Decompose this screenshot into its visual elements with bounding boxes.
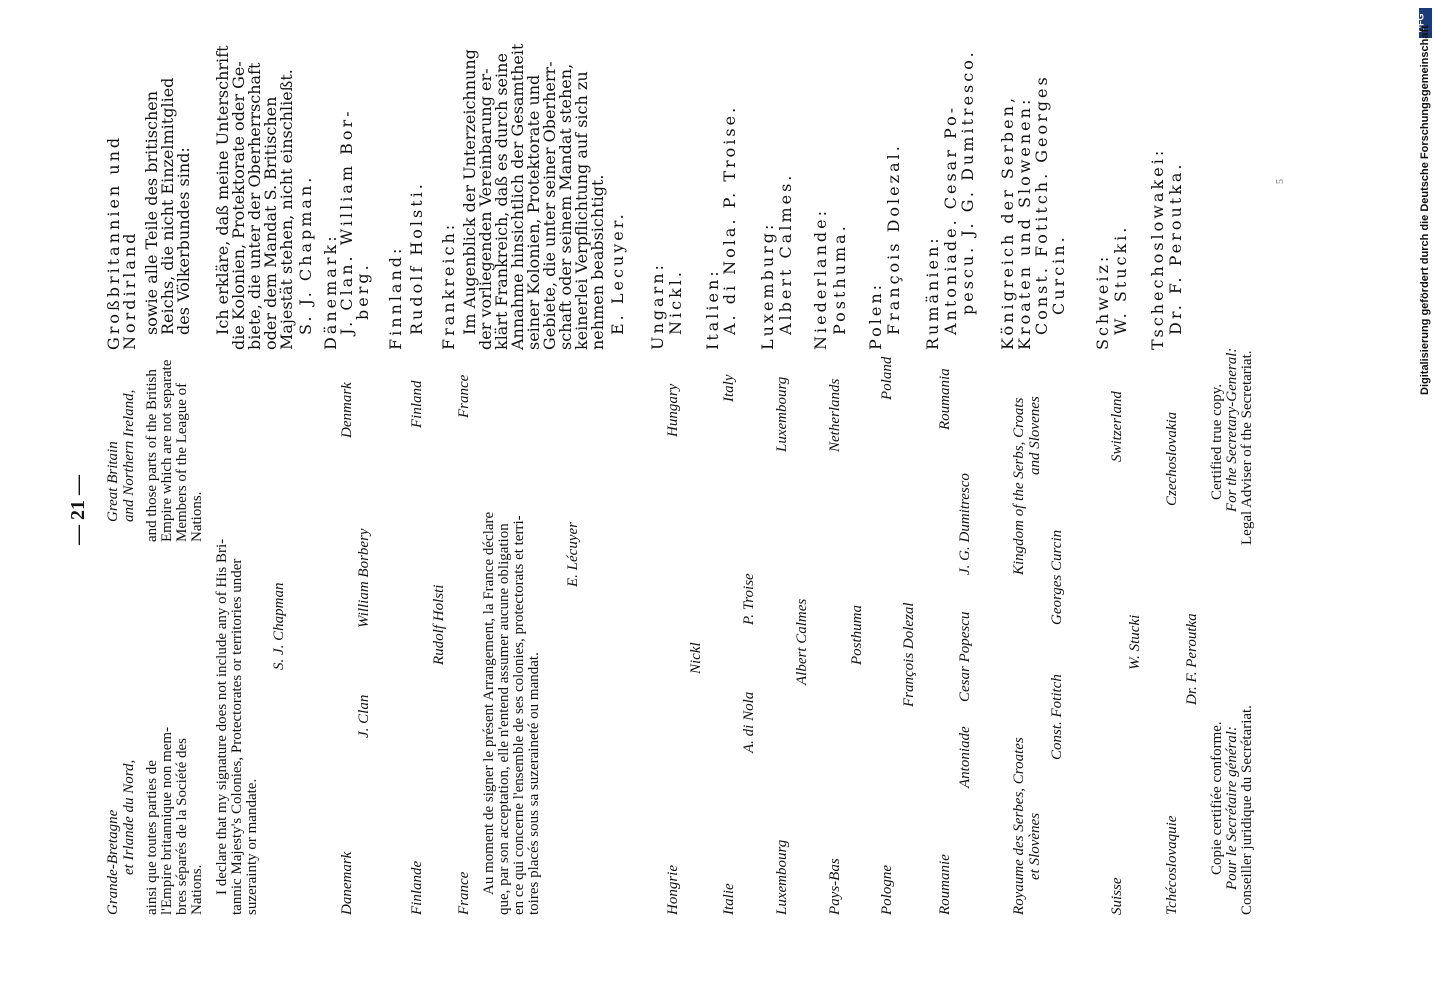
gb-text-en-1: and those parts of the British — [144, 369, 160, 542]
dfg-logo-text: DFG — [1415, 13, 1426, 33]
gb-country-de-1: Großbritannien und — [104, 134, 123, 350]
page-number: — 21 — — [67, 475, 89, 545]
netherlands-country-en: Netherlands — [827, 378, 843, 452]
denmark-signature-1: J. Clan — [356, 694, 372, 738]
digitization-credit-text: Digitalisierung gefördert durch die Deutsche Forschungsgemeinschaft — [1419, 25, 1431, 395]
france-text-de-2: der vorliegenden Vereinbarung er- — [476, 68, 495, 350]
gb-declaration-de-3: biete, die unter der Oberherrschaft — [245, 62, 264, 350]
france-text-de-1: Im Augenblick der Unterzeichnung — [460, 49, 479, 335]
czech-country-en: Czechoslovakia — [1164, 411, 1180, 506]
italy-country-de: Italien: — [703, 268, 722, 350]
switzerland-signature-de: W. Stucki. — [1111, 224, 1130, 335]
france-text-de-8: keinerlei Verpflichtung auf sich zu — [572, 71, 591, 350]
scs-country-de-2: Kroaten und Slowenen: — [1015, 96, 1034, 350]
scs-country-en-1: Kingdom of the Serbs, Croats — [1011, 397, 1027, 575]
romania-country-de: Rumänien: — [923, 235, 942, 350]
france-signature: E. Lécuyer — [565, 522, 581, 587]
gb-country-en-2: and Northern Ireland, — [121, 389, 137, 522]
romania-country-en: Roumania — [937, 368, 953, 430]
italy-signature-de: A. di Nola. P. Troise. — [720, 104, 739, 335]
france-text-2: que, par son acceptation, elle n'entend assumer aucune obligation — [496, 523, 512, 915]
france-text-de-7: schaft oder seinem Mandat stehen, — [556, 63, 575, 350]
czech-country-de: Tschechoslowakei: — [1148, 147, 1167, 350]
denmark-country-de: Dänemark: — [321, 233, 340, 350]
gb-text-de-3: des Völkerbundes sind: — [174, 147, 193, 335]
switzerland-signature: W. Stucki — [1127, 614, 1143, 670]
romania-signature-3: J. G. Dumitresco — [957, 473, 973, 575]
scs-country-en-2: and Slovenes — [1027, 396, 1043, 475]
france-country-de: Frankreich: — [439, 221, 458, 350]
romania-signature-de: Antoniade. Cesar Po- — [941, 104, 960, 335]
gb-country-fr: Grande-Bretagne — [105, 809, 121, 915]
luxembourg-country-fr: Luxembourg — [774, 839, 790, 915]
gb-declaration-2: tannic Majesty's Colonies, Protectorates or territories under — [229, 558, 245, 915]
gb-declaration-de-4: oder dem Mandat S. Britischen — [261, 96, 280, 350]
switzerland-country-fr: Suisse — [1109, 877, 1125, 915]
netherlands-country-fr: Pays-Bas — [827, 858, 843, 915]
gb-text-fr-3: bres séparés de la Société des — [174, 737, 190, 915]
romania-signature-2: Cesar Popescu — [957, 611, 973, 702]
gb-text-en-3: Members of the League of — [174, 382, 190, 542]
france-text-de-4: Annahme hinsichtlich der Gesamtheit — [508, 43, 527, 350]
gb-declaration-de-5: Majestät stehen, nicht einschließt. — [277, 69, 296, 350]
cert-en-1: Certified true copy. — [1209, 383, 1225, 500]
gb-declaration-de-2: die Kolonien, Protektorate oder Ge- — [229, 61, 248, 350]
poland-signature: François Dolezal — [901, 602, 917, 707]
cert-fr-1: Copie certifiée conforme. — [1209, 721, 1225, 875]
poland-country-fr: Pologne — [879, 865, 895, 915]
finland-signature-de: Rudolf Holsti. — [407, 181, 426, 335]
france-text-1: Au moment de signer le présent Arrangement, la France déclare — [481, 511, 497, 895]
france-country-en: France — [456, 374, 472, 418]
scs-signature-1: Const. Fotitch — [1049, 674, 1065, 760]
hungary-signature: Nickl — [688, 642, 704, 674]
denmark-country-fr: Danemark — [339, 851, 355, 915]
italy-signature-2: P. Troise — [741, 573, 757, 625]
romania-country-fr: Roumanie — [937, 854, 953, 915]
france-country-fr: France — [456, 871, 472, 915]
france-text-3: en ce qui concerne l'ensemble de ses colonies, protectorats et terri- — [511, 515, 527, 915]
italy-country-fr: Italie — [721, 883, 737, 915]
hungary-country-fr: Hongrie — [665, 865, 681, 915]
luxembourg-country-en: Luxembourg — [774, 376, 790, 452]
gb-declaration-1: I declare that my signature does not include any of His Bri- — [214, 538, 230, 895]
luxembourg-country-de: Luxemburg: — [758, 221, 777, 350]
finland-country-fr: Finlande — [409, 860, 425, 915]
scs-country-fr-1: Royaume des Serbes, Croates — [1011, 737, 1027, 915]
hungary-country-en: Hungary — [665, 383, 681, 437]
czech-country-fr: Tchécoslovaquie — [1164, 815, 1180, 915]
denmark-signature-2: William Borbery — [356, 528, 372, 628]
gb-text-fr-1: ainsi que toutes parties de — [144, 760, 160, 915]
hungary-signature-de: Nickl. — [666, 269, 685, 335]
gb-text-fr-2: l'Empire britannique non mem- — [159, 726, 175, 915]
switzerland-country-de: Schweiz: — [1093, 253, 1112, 350]
france-text-4: toires placés sous sa suzeraineté ou mandat. — [526, 652, 542, 915]
scs-signature-2: Georges Curcin — [1049, 529, 1065, 625]
czech-signature: Dr. F. Peroutka — [1184, 613, 1200, 705]
hungary-country-de: Ungarn: — [648, 262, 667, 350]
poland-country-en: Poland — [879, 356, 895, 400]
margin-mark: 5 — [1275, 179, 1286, 184]
netherlands-signature: Posthuma — [849, 605, 865, 665]
gb-text-fr-4: Nations. — [189, 864, 205, 915]
scs-signature-de: Const. Fotitch. Georges — [1032, 74, 1051, 335]
italy-country-en: Italy — [721, 374, 737, 402]
denmark-signature-de-2: berg. — [353, 262, 372, 320]
cert-en-3: Legal Adviser of the Secretariat. — [1239, 350, 1255, 545]
cert-fr-2: Pour le Secrétaire général: — [1224, 726, 1240, 890]
gb-declaration-de-1: Ich erkläre, daß meine Unterschrift — [213, 45, 232, 335]
gb-country-de-2: Nordirland — [120, 230, 139, 350]
finland-country-de: Finnland: — [386, 245, 405, 350]
scs-country-fr-2: et Slovènes — [1027, 812, 1043, 880]
romania-signature-1: Antoniade — [957, 726, 973, 788]
gb-text-de-1: sowie alle Teile des britischen — [142, 90, 161, 335]
gb-country-en: Great Britain — [105, 441, 121, 522]
switzerland-country-en: Switzerland — [1109, 391, 1125, 462]
italy-signature-1: A. di Nola — [741, 691, 757, 753]
france-text-de-6: Gebiete, die unter seiner Oberherr- — [540, 61, 559, 350]
france-text-de-3: klärt Frankreich, daß es durch seine — [492, 53, 511, 350]
gb-text-de-2: Reichs, die nicht Einzelmitglied — [158, 77, 177, 335]
cert-en-2: For the Secretary-General: — [1224, 347, 1240, 512]
netherlands-signature-de: Posthuma. — [830, 223, 849, 335]
gb-declaration-3: suzerainty or mandate. — [244, 778, 260, 915]
cert-fr-3: Conseiller juridique du Secrétariat. — [1239, 705, 1255, 915]
denmark-country-en: Denmark — [339, 382, 355, 438]
luxembourg-signature-de: Albert Calmes. — [776, 172, 795, 335]
digitization-credit — [1419, 25, 1433, 396]
denmark-signature-de: J. Clan. William Bor- — [337, 108, 356, 335]
scs-country-de-1: Königreich der Serben, — [998, 94, 1017, 350]
finland-country-en: Finland — [409, 380, 425, 428]
france-text-de-9: nehmen beabsichtigt. — [588, 174, 607, 350]
scs-signature-de-2: Curcin. — [1049, 234, 1068, 315]
gb-text-en-4: Nations. — [189, 491, 205, 542]
gb-text-en-2: Empire which are not separate — [159, 359, 175, 542]
poland-signature-de: François Dolezal. — [884, 143, 903, 335]
gb-country-fr-2: et Irlande du Nord, — [121, 759, 137, 875]
luxembourg-signature: Albert Calmes — [794, 598, 810, 685]
netherlands-country-de: Niederlande: — [811, 207, 830, 350]
france-signature-de: E. Lecuyer. — [608, 211, 627, 335]
gb-signature-de: S. J. Chapman. — [296, 174, 315, 335]
finland-signature: Rudolf Holsti — [431, 584, 447, 665]
poland-country-de: Polen: — [866, 281, 885, 350]
gb-signature: S. J. Chapman — [271, 582, 287, 670]
romania-signature-de-2: pescu. J. G. Dumitresco. — [958, 49, 977, 315]
france-text-de-5: seiner Kolonien, Protektorate und — [524, 74, 543, 350]
czech-signature-de: Dr. F. Peroutka. — [1166, 161, 1185, 335]
